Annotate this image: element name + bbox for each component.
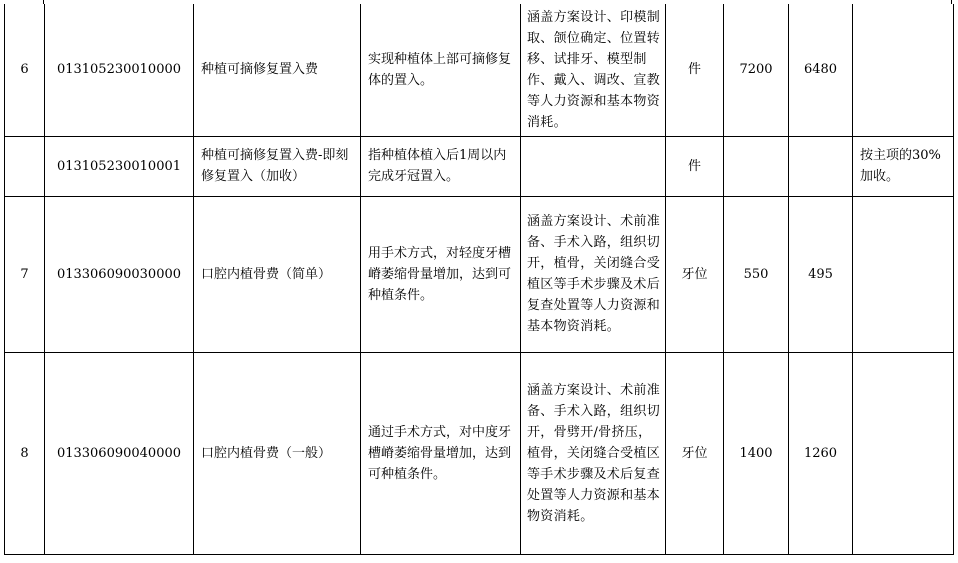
table-row bbox=[5, 196, 954, 352]
item-name: 口腔内植骨费（简单） bbox=[194, 196, 361, 352]
item-content: 涵盖方案设计、术前准备、手术入路，组织切开，植骨，关闭缝合受植区等手术步骤及术后复查处置等人力资源和基本物资消耗。 bbox=[521, 196, 666, 352]
fee-table bbox=[4, 4, 954, 555]
row-number bbox=[5, 136, 45, 196]
item-price: 1400 bbox=[724, 352, 789, 554]
item-price bbox=[724, 136, 789, 196]
item-note bbox=[853, 196, 954, 352]
item-code: 013105230010000 bbox=[45, 4, 194, 136]
item-note: 按主项的30%加收。 bbox=[853, 136, 954, 196]
item-price bbox=[789, 136, 853, 196]
item-content bbox=[521, 136, 666, 196]
item-note bbox=[853, 352, 954, 554]
item-code: 013105230010001 bbox=[45, 136, 194, 196]
item-price: 550 bbox=[724, 196, 789, 352]
item-price: 7200 bbox=[724, 4, 789, 136]
item-code: 013306090040000 bbox=[45, 352, 194, 554]
row-number: 6 bbox=[5, 4, 45, 136]
item-unit: 件 bbox=[666, 4, 724, 136]
item-content: 涵盖方案设计、印模制取、颌位确定、位置转移、试排牙、模型制作、戴入、调改、宣教等人力资源和基本物资消耗。 bbox=[521, 4, 666, 136]
item-price: 495 bbox=[789, 196, 853, 352]
table-row bbox=[5, 4, 954, 136]
item-price: 1260 bbox=[789, 352, 853, 554]
item-note bbox=[853, 4, 954, 136]
item-unit: 件 bbox=[666, 136, 724, 196]
row-number: 8 bbox=[5, 352, 45, 554]
item-name: 种植可摘修复置入费 bbox=[194, 4, 361, 136]
item-connotation: 用手术方式，对轻度牙槽嵴萎缩骨量增加，达到可种植条件。 bbox=[361, 196, 521, 352]
item-unit: 牙位 bbox=[666, 196, 724, 352]
table-row bbox=[5, 352, 954, 554]
item-unit: 牙位 bbox=[666, 352, 724, 554]
item-content: 涵盖方案设计、术前准备、手术入路，组织切开，骨劈开/骨挤压，植骨，关闭缝合受植区等手术步骤及术后复查处置等人力资源和基本物资消耗。 bbox=[521, 352, 666, 554]
row-number: 7 bbox=[5, 196, 45, 352]
item-price: 6480 bbox=[789, 4, 853, 136]
item-connotation: 指种植体植入后1周以内完成牙冠置入。 bbox=[361, 136, 521, 196]
item-connotation: 实现种植体上部可摘修复体的置入。 bbox=[361, 4, 521, 136]
item-name: 口腔内植骨费（一般） bbox=[194, 352, 361, 554]
item-name: 种植可摘修复置入费-即刻修复置入（加收） bbox=[194, 136, 361, 196]
table-row bbox=[5, 136, 954, 196]
item-code: 013306090030000 bbox=[45, 196, 194, 352]
item-connotation: 通过手术方式，对中度牙槽嵴萎缩骨量增加，达到可种植条件。 bbox=[361, 352, 521, 554]
